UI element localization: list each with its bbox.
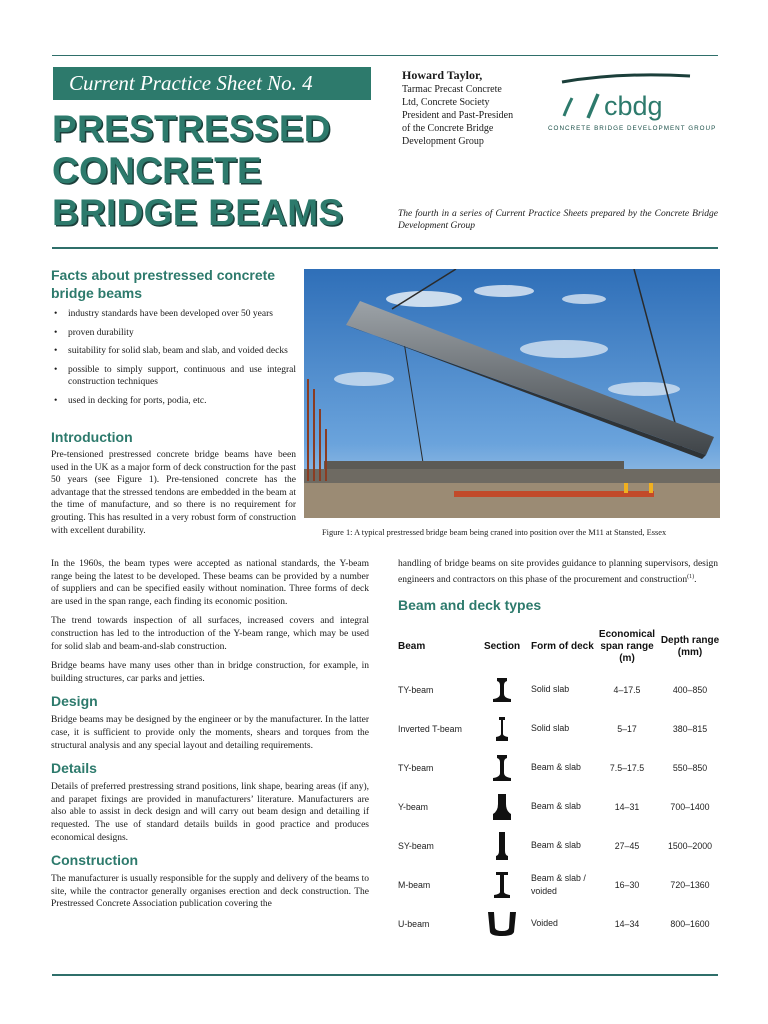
cell-depth: 1500–2000 bbox=[667, 840, 713, 851]
title-line: BRIDGE BEAMS bbox=[52, 192, 344, 233]
figure-caption: Figure 1: A typical prestressed bridge beam being craned into position over the M11 at Stansted, Essex bbox=[322, 528, 667, 537]
cell-deck: Beam & slab / voided bbox=[531, 872, 586, 896]
cell-depth: 400–850 bbox=[672, 684, 708, 695]
worker bbox=[624, 483, 628, 493]
header-rule bbox=[52, 247, 718, 249]
cell-section bbox=[476, 787, 528, 826]
introduction-section bbox=[51, 428, 296, 537]
list-item: • proven durability bbox=[54, 327, 134, 338]
page-title bbox=[52, 108, 382, 234]
design-heading: Design bbox=[51, 693, 98, 710]
logo-slash bbox=[588, 94, 598, 118]
list-item: • industry standards have been developed over 50 years bbox=[54, 309, 273, 319]
bullet-icon: • bbox=[54, 346, 58, 357]
body-paragraph: Bridge beams have many uses other than in bridge construction, for example, in building structures, car parks and jetties. bbox=[51, 661, 369, 684]
series-label: Current Practice Sheet No. 4 bbox=[53, 67, 371, 100]
right-column bbox=[398, 558, 718, 614]
horizon-ground bbox=[304, 481, 720, 518]
cell-span: 7.5–17.5 bbox=[609, 762, 645, 773]
left-column bbox=[51, 558, 369, 918]
cell-depth: 720–1360 bbox=[670, 879, 710, 890]
cell-beam: Inverted T-beam bbox=[398, 723, 462, 734]
author-line: Ltd, Concrete Society bbox=[402, 97, 490, 108]
construction-heading: Construction bbox=[51, 852, 139, 869]
column-header-span: Economical span range (m) bbox=[598, 629, 656, 664]
reference-marker: (1) bbox=[687, 573, 695, 580]
column-header-depth: Depth range (mm) bbox=[660, 635, 720, 658]
cloud bbox=[474, 285, 534, 297]
introduction-heading: Introduction bbox=[51, 429, 133, 445]
list-item: • suitability for solid slab, beam and slab, and voided decks bbox=[54, 346, 288, 357]
m-beam-section-icon bbox=[492, 871, 512, 899]
worker bbox=[649, 483, 653, 493]
cell-section bbox=[476, 670, 528, 709]
list-item: • possible to simply support, continuous and use integral construction techniques bbox=[54, 364, 296, 388]
figure-photo bbox=[304, 269, 720, 518]
cell-beam: U-beam bbox=[398, 918, 430, 929]
cloud bbox=[562, 294, 606, 304]
cell-beam: TY-beam bbox=[398, 684, 434, 695]
cell-beam: M-beam bbox=[398, 879, 431, 890]
cell-beam: SY-beam bbox=[398, 840, 434, 851]
cell-deck: Beam & slab bbox=[531, 801, 581, 811]
table-row bbox=[398, 670, 720, 709]
logo-swoosh-accent bbox=[564, 98, 572, 116]
cell-span: 27–45 bbox=[614, 840, 640, 851]
logo-swoosh bbox=[562, 75, 690, 82]
deck-edge bbox=[304, 469, 720, 483]
column-header-deck: Form of deck bbox=[531, 641, 594, 652]
cell-span: 14–31 bbox=[614, 801, 640, 812]
cell-depth: 700–1400 bbox=[670, 801, 710, 812]
construction-continued: handling of bridge beams on site provides guidance to planning supervisors, design engineers and contractors on this phase of the procurement and construction$^{(1)}$. bbox=[398, 559, 718, 585]
series-intro: The fourth in a series of Current Practice Sheets prepared by the Concrete Bridge Development Group bbox=[398, 209, 718, 231]
table-header-row bbox=[398, 624, 720, 670]
table-row bbox=[398, 904, 720, 943]
facts-heading: Facts about prestressed concrete bridge beams bbox=[51, 267, 276, 301]
bullet-icon: • bbox=[54, 327, 58, 338]
design-text: Bridge beams may be designed by the engineer or by the manufacturer. In the latter case, it is sufficient to provide only the moments, shears and torques from the structural analysis and any special layout and detailing requirements. bbox=[51, 715, 369, 751]
cloud bbox=[386, 291, 462, 307]
cloud bbox=[520, 340, 608, 358]
author-line: President and Past-Presiden bbox=[402, 110, 514, 121]
cell-span: 14–34 bbox=[614, 918, 640, 929]
details-text: Details of preferred prestressing strand positions, link shape, bearing areas (if any), and parapet fixings are provided in manufacturers’ literature. Manufacturers are also able to assist in deck design and will carry out beam design and detailing if requested. The use of standard details builds in good practice and produces economical designs. bbox=[51, 782, 369, 843]
body-paragraph: The trend towards inspection of all surfaces, increased covers and integral construction has led to the introduction of the Y-beam range, which may be used for solid slab and beam-and-slab construction. bbox=[51, 616, 369, 652]
cloud bbox=[334, 372, 394, 386]
title-line: PRESTRESSED bbox=[52, 108, 331, 149]
construction-text: The manufacturer is usually responsible for the supply and delivery of the beams to site, while the contractor generally organises erection and deck construction. The Prestressed Concrete Association publication covering the bbox=[51, 874, 369, 910]
introduction-text: Pre-tensioned prestressed concrete bridge beams have been used in the UK as a major form of deck construction for the past 50 years (see Figure 1). Pre-tensioned concrete has the advantage that the stressed tendons are embedded in the beam at the time of manufacture, and so there is no requirement for grouting. This has resulted in a very robust form of construction with excellent durability. bbox=[51, 450, 296, 536]
cell-span: 4–17.5 bbox=[613, 684, 641, 695]
cell-section bbox=[476, 748, 528, 787]
cell-deck: Beam & slab bbox=[531, 840, 581, 850]
bridge-deck bbox=[324, 461, 624, 469]
cell-section bbox=[476, 826, 528, 865]
facts-list bbox=[51, 308, 296, 408]
cell-section bbox=[476, 709, 528, 748]
cell-beam: Y-beam bbox=[398, 801, 428, 812]
cloud bbox=[608, 382, 680, 396]
logo-text: CONCRETE BRIDGE DEVELOPMENT GROUP bbox=[548, 125, 717, 132]
cell-span: 5–17 bbox=[617, 723, 637, 734]
bullet-icon: • bbox=[54, 309, 58, 319]
cell-section bbox=[476, 865, 528, 904]
title-line: CONCRETE bbox=[52, 150, 263, 191]
cell-deck: Beam & slab bbox=[531, 762, 581, 772]
table-row bbox=[398, 826, 720, 865]
table-row bbox=[398, 787, 720, 826]
table-row bbox=[398, 748, 720, 787]
beam-table-heading: Beam and deck types bbox=[398, 597, 542, 614]
bottom-rule bbox=[52, 974, 718, 976]
author-line: Development Group bbox=[402, 136, 484, 147]
author-block bbox=[402, 68, 532, 148]
column-header-beam: Beam bbox=[398, 641, 426, 652]
list-item: • used in decking for ports, podia, etc. bbox=[54, 395, 207, 406]
cell-beam: TY-beam bbox=[398, 762, 434, 773]
author-name: Howard Taylor, bbox=[402, 68, 483, 82]
logo-mark: cbdg bbox=[604, 91, 663, 121]
column-header-section: Section bbox=[483, 641, 521, 652]
details-heading: Details bbox=[51, 760, 97, 777]
sy-beam-section-icon bbox=[494, 831, 510, 861]
table-row bbox=[398, 865, 720, 904]
ty-beam-section-icon bbox=[491, 677, 513, 703]
bullet-icon: • bbox=[54, 395, 58, 406]
cell-depth: 800–1600 bbox=[670, 918, 710, 929]
body-paragraph: In the 1960s, the beam types were accepted as national standards, the Y-beam range being the latest to be developed. These beams can be provided by a number of suppliers and can be specified easily without nomination. Three forms of deck are used in the span range, each finding its economic position. bbox=[51, 559, 369, 607]
y-beam-section-icon bbox=[491, 793, 513, 821]
u-beam-section-icon bbox=[487, 911, 517, 937]
author-line: Tarmac Precast Concrete bbox=[402, 84, 502, 95]
cell-span: 16–30 bbox=[614, 879, 640, 890]
cell-deck: Solid slab bbox=[531, 684, 570, 694]
beam-deck-table bbox=[398, 624, 720, 943]
cell-depth: 550–850 bbox=[672, 762, 708, 773]
cell-deck: Solid slab bbox=[531, 723, 570, 733]
cell-depth: 380–815 bbox=[672, 723, 708, 734]
author-line: of the Concrete Bridge bbox=[402, 123, 494, 134]
ty-beam-section-icon bbox=[491, 754, 513, 782]
cell-section bbox=[476, 904, 528, 943]
inverted-t-beam-section-icon bbox=[493, 716, 511, 742]
top-rule bbox=[52, 55, 718, 56]
table-row bbox=[398, 709, 720, 748]
cell-deck: Voided bbox=[531, 918, 558, 928]
facts-section bbox=[51, 266, 296, 414]
bullet-icon: • bbox=[54, 364, 58, 375]
